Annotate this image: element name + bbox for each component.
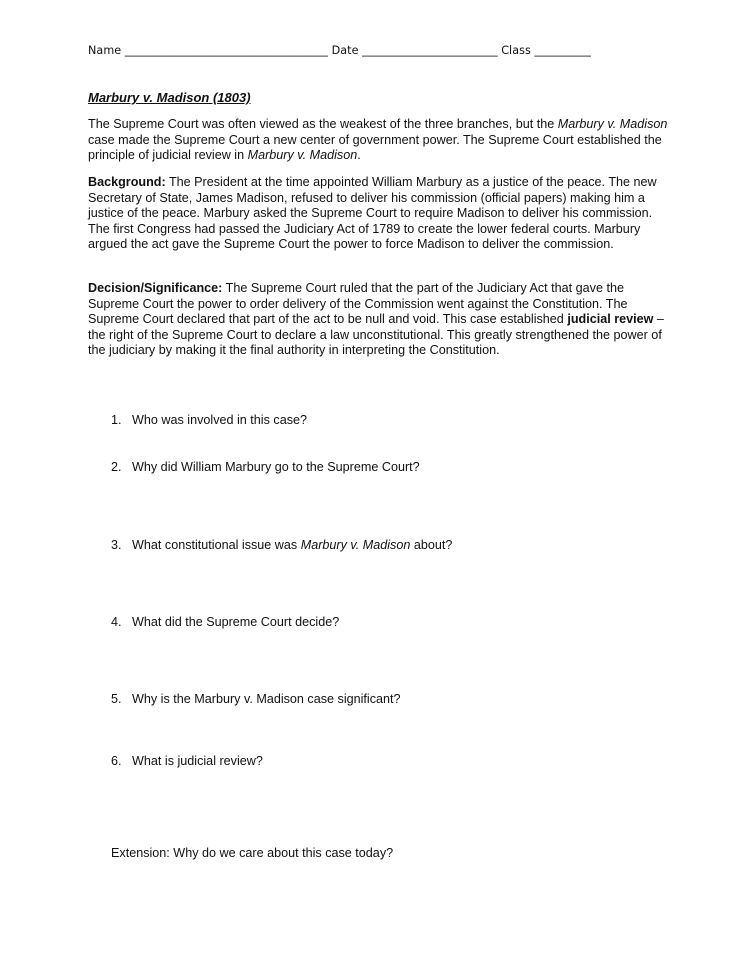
question-text: What did the Supreme Court decide? (132, 615, 340, 629)
background-label: Background: (88, 175, 166, 189)
decision-text-1: The Supreme Court ruled that the part of the Judiciary Act that gave the Supreme Court the power to order delivery of the Commission went against the Constitution. The Supreme Court declared that part of the act to be null and void. This case established (88, 281, 628, 327)
intro-text-1: The Supreme Court was often viewed as the weakest of the three branches, but the (88, 117, 558, 131)
question-number: 6. (111, 754, 122, 768)
name-date-class-line: Name ____________________________________ Date ________________________ Class __________ (88, 44, 591, 57)
question-text-end: about? (410, 538, 453, 552)
extension-question: Extension: Why do we care about this case today? (111, 846, 394, 860)
intro-case-name-2: Marbury v. Madison (247, 148, 358, 163)
intro-text-3: . (357, 148, 361, 163)
intro-text-2: case made the Supreme Court a new center of government power. The Supreme Court established the principle of judicial review in (88, 132, 662, 163)
judicial-review-term: judicial review (567, 312, 654, 327)
intro-paragraph (88, 117, 668, 164)
question-4 (111, 615, 339, 629)
question-text: Who was involved in this case? (132, 413, 307, 427)
question-number: 2. (111, 460, 122, 474)
background-paragraph (88, 175, 668, 253)
question-number: 3. (111, 538, 122, 552)
background-text: The President at the time appointed William Marbury as a justice of the peace. The new Secretary of State, James Madison, refused to deliver his commission (official papers) making him a justice of the peace. Marbury asked the Supreme Court to require Madison to deliver his commission. The first Congress had passed the Judiciary Act of 1789 to create the lower federal courts. Marbury argued the act gave the Supreme Court the power to force Madison to deliver the commission. (88, 175, 657, 252)
question-1 (111, 413, 307, 427)
question-number: 1. (111, 413, 122, 427)
question-text: What is judicial review? (132, 754, 263, 768)
question-text: What constitutional issue was (132, 538, 301, 552)
question-2 (111, 460, 420, 474)
question-text: Why did William Marbury go to the Supreme Court? (132, 460, 420, 474)
question-text: Why is the Marbury v. Madison case significant? (132, 692, 401, 706)
question-3 (111, 538, 452, 552)
question-number: 5. (111, 692, 122, 706)
question-number: 4. (111, 615, 122, 629)
decision-label: Decision/Significance: (88, 281, 223, 295)
page-title: Marbury v. Madison (1803) (88, 90, 251, 105)
decision-paragraph (88, 281, 668, 359)
decision-text-2: – the right of the Supreme Court to declare a law unconstitutional. This greatly strengthened the power of the judiciary by making it the final authority in interpreting the Constitution. (88, 312, 664, 358)
intro-case-name: Marbury v. Madison (557, 117, 668, 131)
question-5 (111, 692, 401, 706)
question-6 (111, 754, 263, 768)
question-case-name: Marbury v. Madison (300, 538, 411, 552)
